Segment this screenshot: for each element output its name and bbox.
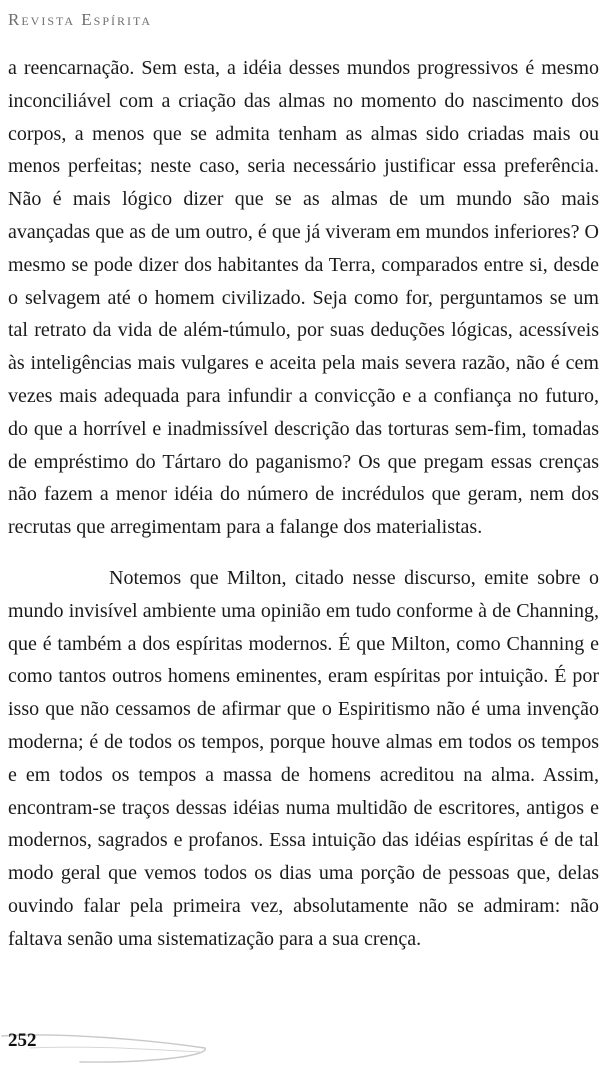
running-header: Revista Espírita (8, 10, 153, 29)
paragraph-1: a reencarnação. Sem esta, a idéia desses mundos progressivos é mesmo inconciliável com a criação das almas no momento do nascimento dos corpos, a menos que se admita tenham as almas sido criadas mais ou menos perfeitas; neste caso, seria necessário justificar essa preferência. Não é mais lógico dizer que se as almas de um mundo são mais avançadas que as de um outro, é que já viveram em mundos inferiores? O mesmo se pode dizer dos habitantes da Terra, comparados entre si, desde o selvagem até o homem civilizado. Seja como for, perguntamos se um tal retrato da vida de além-túmulo, por suas deduções lógicas, acessíveis às inteligências mais vulgares e aceita pela mais severa razão, não é cem vezes mais adequada para infundir a convicção e a confiança no futuro, do que a horrível e inadmissível descrição das torturas sem-fim, tomadas de empréstimo do Tártaro do paganismo? Os que pregam essas crenças não fazem a menor idéia do número de incrédulos que geram, nem dos recrutas que arregimentam para a falange dos materialistas. (8, 57, 599, 539)
page-footer (0, 1018, 300, 1068)
paragraph-2: Notemos que Milton, citado nesse discurso, emite sobre o mundo invisível ambiente uma opinião em tudo conforme à de Channing, que é também a dos espíritas modernos. É que Milton, como Channing e como tantos outros homens eminentes, eram espíritas por intuição. É por isso que não cessamos de afirmar que o Espiritismo não é uma invenção moderna; é de todos os tempos, porque houve almas em todos os tempos e em todos os tempos a massa de homens acreditou na alma. Assim, encontram-se traços dessas idéias numa multidão de escritores, antigos e modernos, sagrados e profanos. Essa intuição das idéias espíritas é de tal modo geral que vemos todos os dias uma porção de pessoas que, delas ouvindo falar pela primeira vez, absolutamente não se admiram: não faltava senão uma sistematização para a sua crença. (8, 566, 599, 950)
page-number: 252 (8, 1030, 37, 1051)
body-text (8, 52, 599, 956)
swoosh-ornament-icon (0, 1018, 300, 1068)
